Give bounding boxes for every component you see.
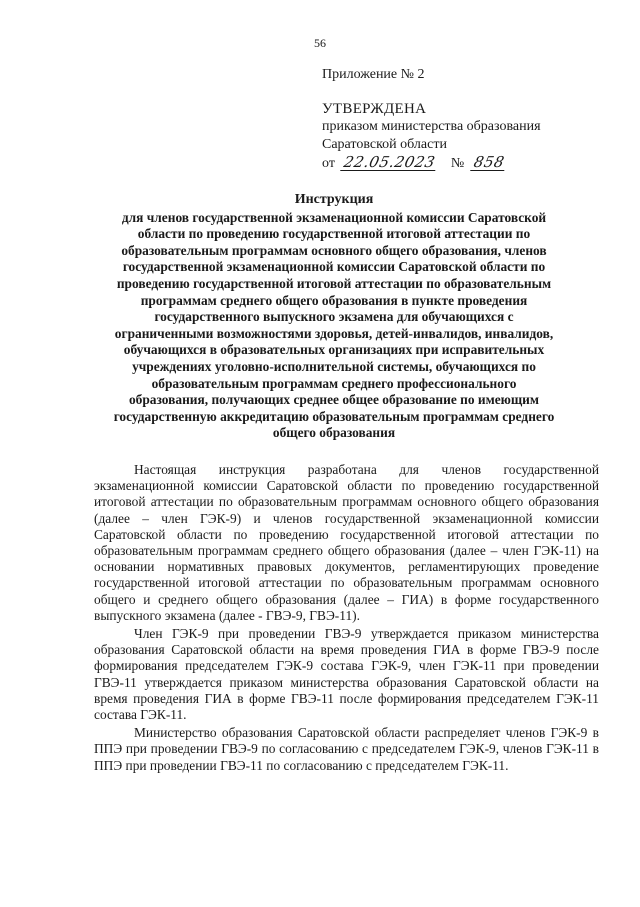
- paragraph: Настоящая инструкция разработана для членов государственной экзаменационной комиссии Саратовской области по проведению государственной итоговой аттестации по образовательным программам основного общего образования (далее – член ГЭК-9) и членов государственной экзаменационной комиссии Саратовской области по проведению государственной итоговой аттестации по образовательным программам среднего общего образования (далее – член ГЭК-11) на основании нормативных правовых документов, регламентирующих проведение государственной итоговой аттестации по образовательным программам основного общего и среднего общего образования (далее – ГИА) в форме государственного выпускного экзамена (далее - ГВЭ-9, ГВЭ-11).: [94, 462, 599, 623]
- date-number-row: [322, 154, 541, 174]
- title-line: программам среднего общего образования в пункте проведения: [140, 292, 528, 308]
- title-line: общего образования: [272, 425, 396, 441]
- page-number: 56: [314, 36, 326, 50]
- body-text: [94, 462, 599, 776]
- title-line: области по проведению государственной итоговой аттестации по: [137, 226, 531, 242]
- handwritten-number: 858: [471, 153, 506, 171]
- title-line: образовательным программам основного общего образования, членов: [121, 242, 547, 258]
- paragraph: Член ГЭК-9 при проведении ГВЭ-9 утверждается приказом министерства образования Саратовской области на время проведения ГИА в форме ГВЭ-9 после формирования председателем ГЭК-9 состава ГЭК-9, член ГЭК-11 при проведении ГВЭ-11 утверждается приказом министерства образования Саратовской области на время проведения ГИА в форме ГВЭ-11 после формирования председателем ГЭК-11 состава ГЭК-11.: [94, 626, 599, 723]
- handwritten-date: 22.05.2023: [342, 153, 438, 171]
- title-line: государственную аккредитацию образовательным программам среднего: [113, 408, 555, 424]
- title-line: для членов государственной экзаменационной комиссии Саратовской: [121, 209, 547, 225]
- paragraph: Министерство образования Саратовской области распределяет членов ГЭК-9 в ППЭ при проведении ГВЭ-9 по согласованию с председателем ГЭК-9, членов ГЭК-11 в ППЭ при проведении ГВЭ-11 по согласованию с председателем ГЭК-11.: [94, 725, 599, 773]
- title-line: проведению государственной итоговой аттестации по образовательным: [116, 275, 552, 291]
- title-line: обучающихся в образовательных организациях при исправительных: [123, 342, 545, 358]
- title-line: ограниченными возможностями здоровья, детей-инвалидов, инвалидов,: [114, 325, 554, 341]
- title-heading: Инструкция: [294, 192, 374, 207]
- approval-line-1: приказом министерства образования: [322, 119, 541, 134]
- approval-stamp: [322, 66, 541, 174]
- document-title: [76, 192, 592, 442]
- appendix-label: Приложение № 2: [322, 67, 425, 82]
- title-line: образования, получающих среднее общее образование по имеющим: [128, 392, 540, 408]
- date-prefix: от: [322, 156, 335, 171]
- approved-label: УТВЕРЖДЕНА: [322, 101, 427, 117]
- title-line: образовательным программам среднего профессионального: [151, 375, 517, 391]
- title-line: государственной экзаменационной комиссии Саратовской области по: [122, 259, 546, 275]
- approval-line-2: Саратовской области: [322, 137, 447, 152]
- title-line: государственного выпускного экзамена для обучающихся с: [154, 309, 514, 325]
- title-line: учреждениях уголовно-исполнительной системы, обучающихся по: [132, 358, 536, 374]
- number-prefix: №: [450, 156, 465, 171]
